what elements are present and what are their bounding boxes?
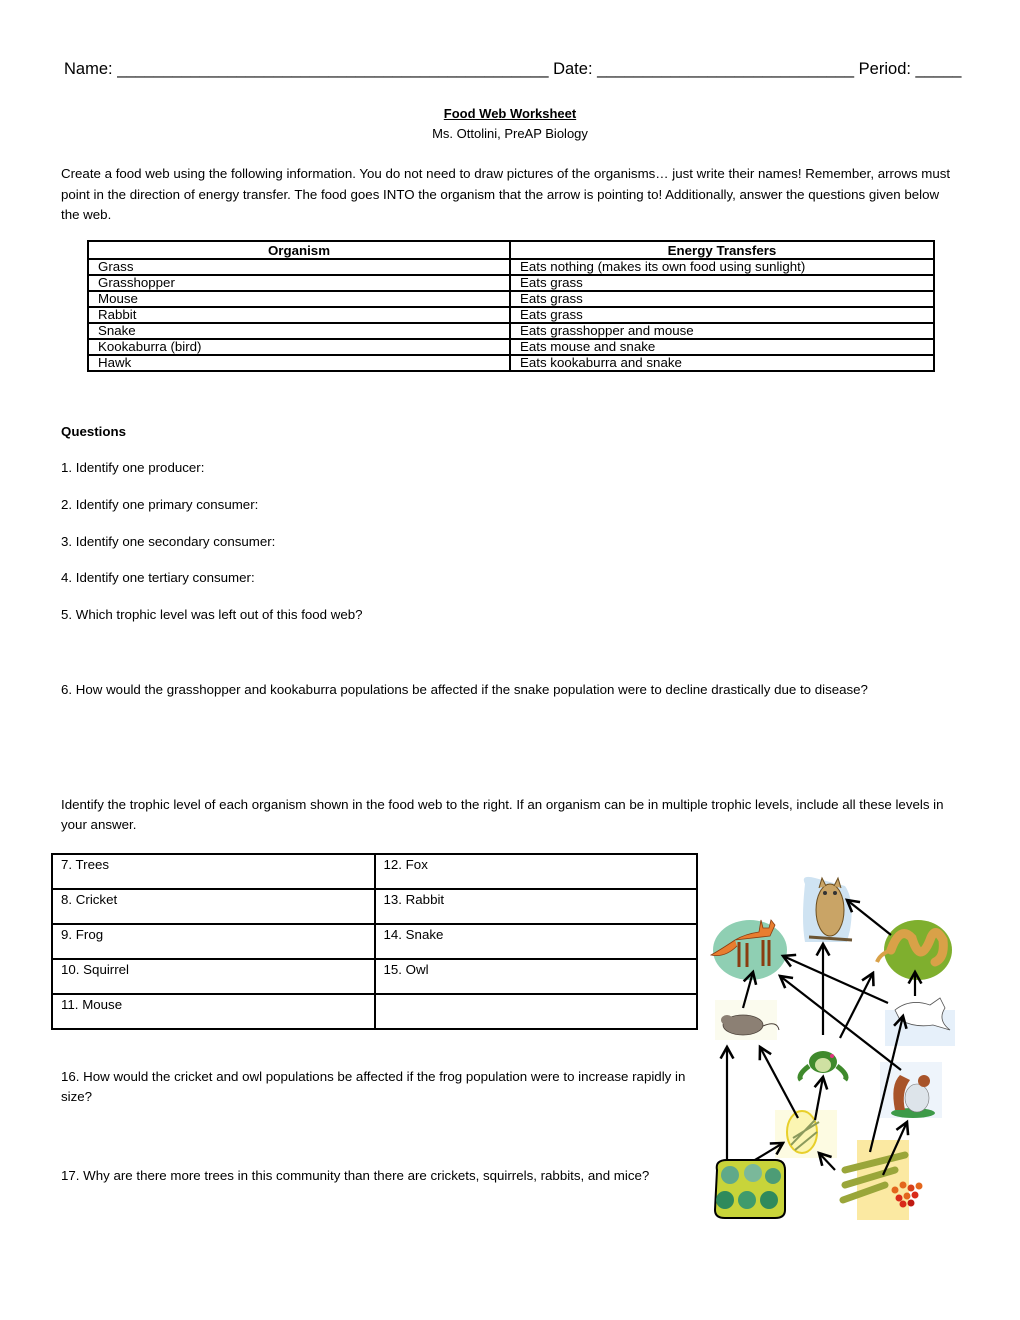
grass-plant-icon (715, 1160, 785, 1218)
energy-cell: Eats grass (510, 275, 934, 291)
table-row (52, 889, 697, 924)
organism-cell: Rabbit (88, 307, 510, 323)
question-6: 6. How would the grasshopper and kookaburra populations be affected if the snake population were to decline drastically due to disease? (61, 682, 868, 697)
arrow-rabbit-to-fox (783, 956, 888, 1003)
worksheet-title: Food Web Worksheet (443, 106, 577, 121)
answer-cell[interactable]: 10. Squirrel (52, 959, 375, 994)
organism-cell: Grass (88, 259, 510, 275)
table-row (52, 924, 697, 959)
question-5: 5. Which trophic level was left out of this food web? (61, 607, 363, 622)
instructions-paragraph: Create a food web using the following information. You do not need to draw pictures of the organisms… just write their names! Remember, arrows must point in the direction of energy transfer. The food goes INTO the organism that the arrow is pointing to! Additionally, answer the questions given below the web. (61, 166, 951, 222)
name-blank[interactable]: _______________________________________________ (117, 60, 549, 78)
question-2: 2. Identify one primary consumer: (61, 497, 259, 512)
organism-cell: Hawk (88, 355, 510, 371)
question-4: 4. Identify one tertiary consumer: (61, 570, 255, 585)
questions-heading: Questions (61, 424, 127, 439)
arrow-squirrel-to-fox (780, 976, 901, 1070)
energy-cell: Eats grass (510, 291, 934, 307)
snake-icon (877, 920, 952, 980)
energy-cell: Eats grass (510, 307, 934, 323)
cricket-icon (775, 1110, 837, 1158)
answer-cell[interactable]: 15. Owl (375, 959, 698, 994)
question-16: 16. How would the cricket and owl populations be affected if the frog population were to increase rapidly in size? (61, 1069, 686, 1104)
answer-cell[interactable]: 11. Mouse (52, 994, 375, 1029)
energy-cell: Eats grasshopper and mouse (510, 323, 934, 339)
table-row (52, 854, 697, 889)
answer-cell[interactable]: 14. Snake (375, 924, 698, 959)
date-label: Date: (553, 60, 593, 78)
food-web-illustration (705, 870, 960, 1230)
column-header-organism: Organism (88, 241, 510, 259)
trophic-instructions: Identify the trophic level of each organism shown in the food web to the right. If an organism can be in multiple trophic levels, include all these levels in your answer. (61, 797, 944, 832)
table-row (88, 323, 934, 339)
energy-cell: Eats kookaburra and snake (510, 355, 934, 371)
answer-cell[interactable]: 7. Trees (52, 854, 375, 889)
table-row (88, 291, 934, 307)
arrow-cricket-to-mouse (760, 1047, 798, 1118)
answer-cell[interactable]: 9. Frog (52, 924, 375, 959)
fox-icon (711, 920, 787, 980)
tree-berries-icon (843, 1140, 923, 1220)
frog-icon (800, 1051, 846, 1080)
owl-icon (803, 877, 852, 942)
period-blank[interactable]: _____ (915, 60, 962, 78)
mouse-icon (715, 1000, 779, 1040)
organism-table (87, 240, 935, 372)
question-1: 1. Identify one producer: (61, 460, 205, 475)
question-3: 3. Identify one secondary consumer: (61, 534, 276, 549)
rabbit-icon (885, 998, 955, 1046)
arrow-snake-to-owl (847, 900, 891, 935)
table-header-row (88, 241, 934, 259)
table-row (88, 339, 934, 355)
period-label: Period: (858, 60, 911, 78)
trophic-level-table (51, 853, 698, 1030)
column-header-energy-transfers: Energy Transfers (510, 241, 934, 259)
organism-cell: Kookaburra (bird) (88, 339, 510, 355)
organism-cell: Mouse (88, 291, 510, 307)
student-info-header (64, 60, 961, 79)
name-label: Name: (64, 60, 113, 78)
worksheet-subtitle: Ms. Ottolini, PreAP Biology (432, 126, 588, 141)
table-row (52, 994, 697, 1029)
energy-cell: Eats nothing (makes its own food using sunlight) (510, 259, 934, 275)
table-row (88, 275, 934, 291)
table-row (88, 259, 934, 275)
organism-cell: Snake (88, 323, 510, 339)
answer-cell[interactable]: 12. Fox (375, 854, 698, 889)
date-blank[interactable]: ____________________________ (597, 60, 855, 78)
table-row (88, 307, 934, 323)
answer-cell[interactable]: 13. Rabbit (375, 889, 698, 924)
answer-cell[interactable] (375, 994, 698, 1029)
answer-cell[interactable]: 8. Cricket (52, 889, 375, 924)
table-row (52, 959, 697, 994)
energy-cell: Eats mouse and snake (510, 339, 934, 355)
organism-cell: Grasshopper (88, 275, 510, 291)
question-17: 17. Why are there more trees in this community than there are crickets, squirrels, rabbits, and mice? (61, 1168, 650, 1183)
table-row (88, 355, 934, 371)
